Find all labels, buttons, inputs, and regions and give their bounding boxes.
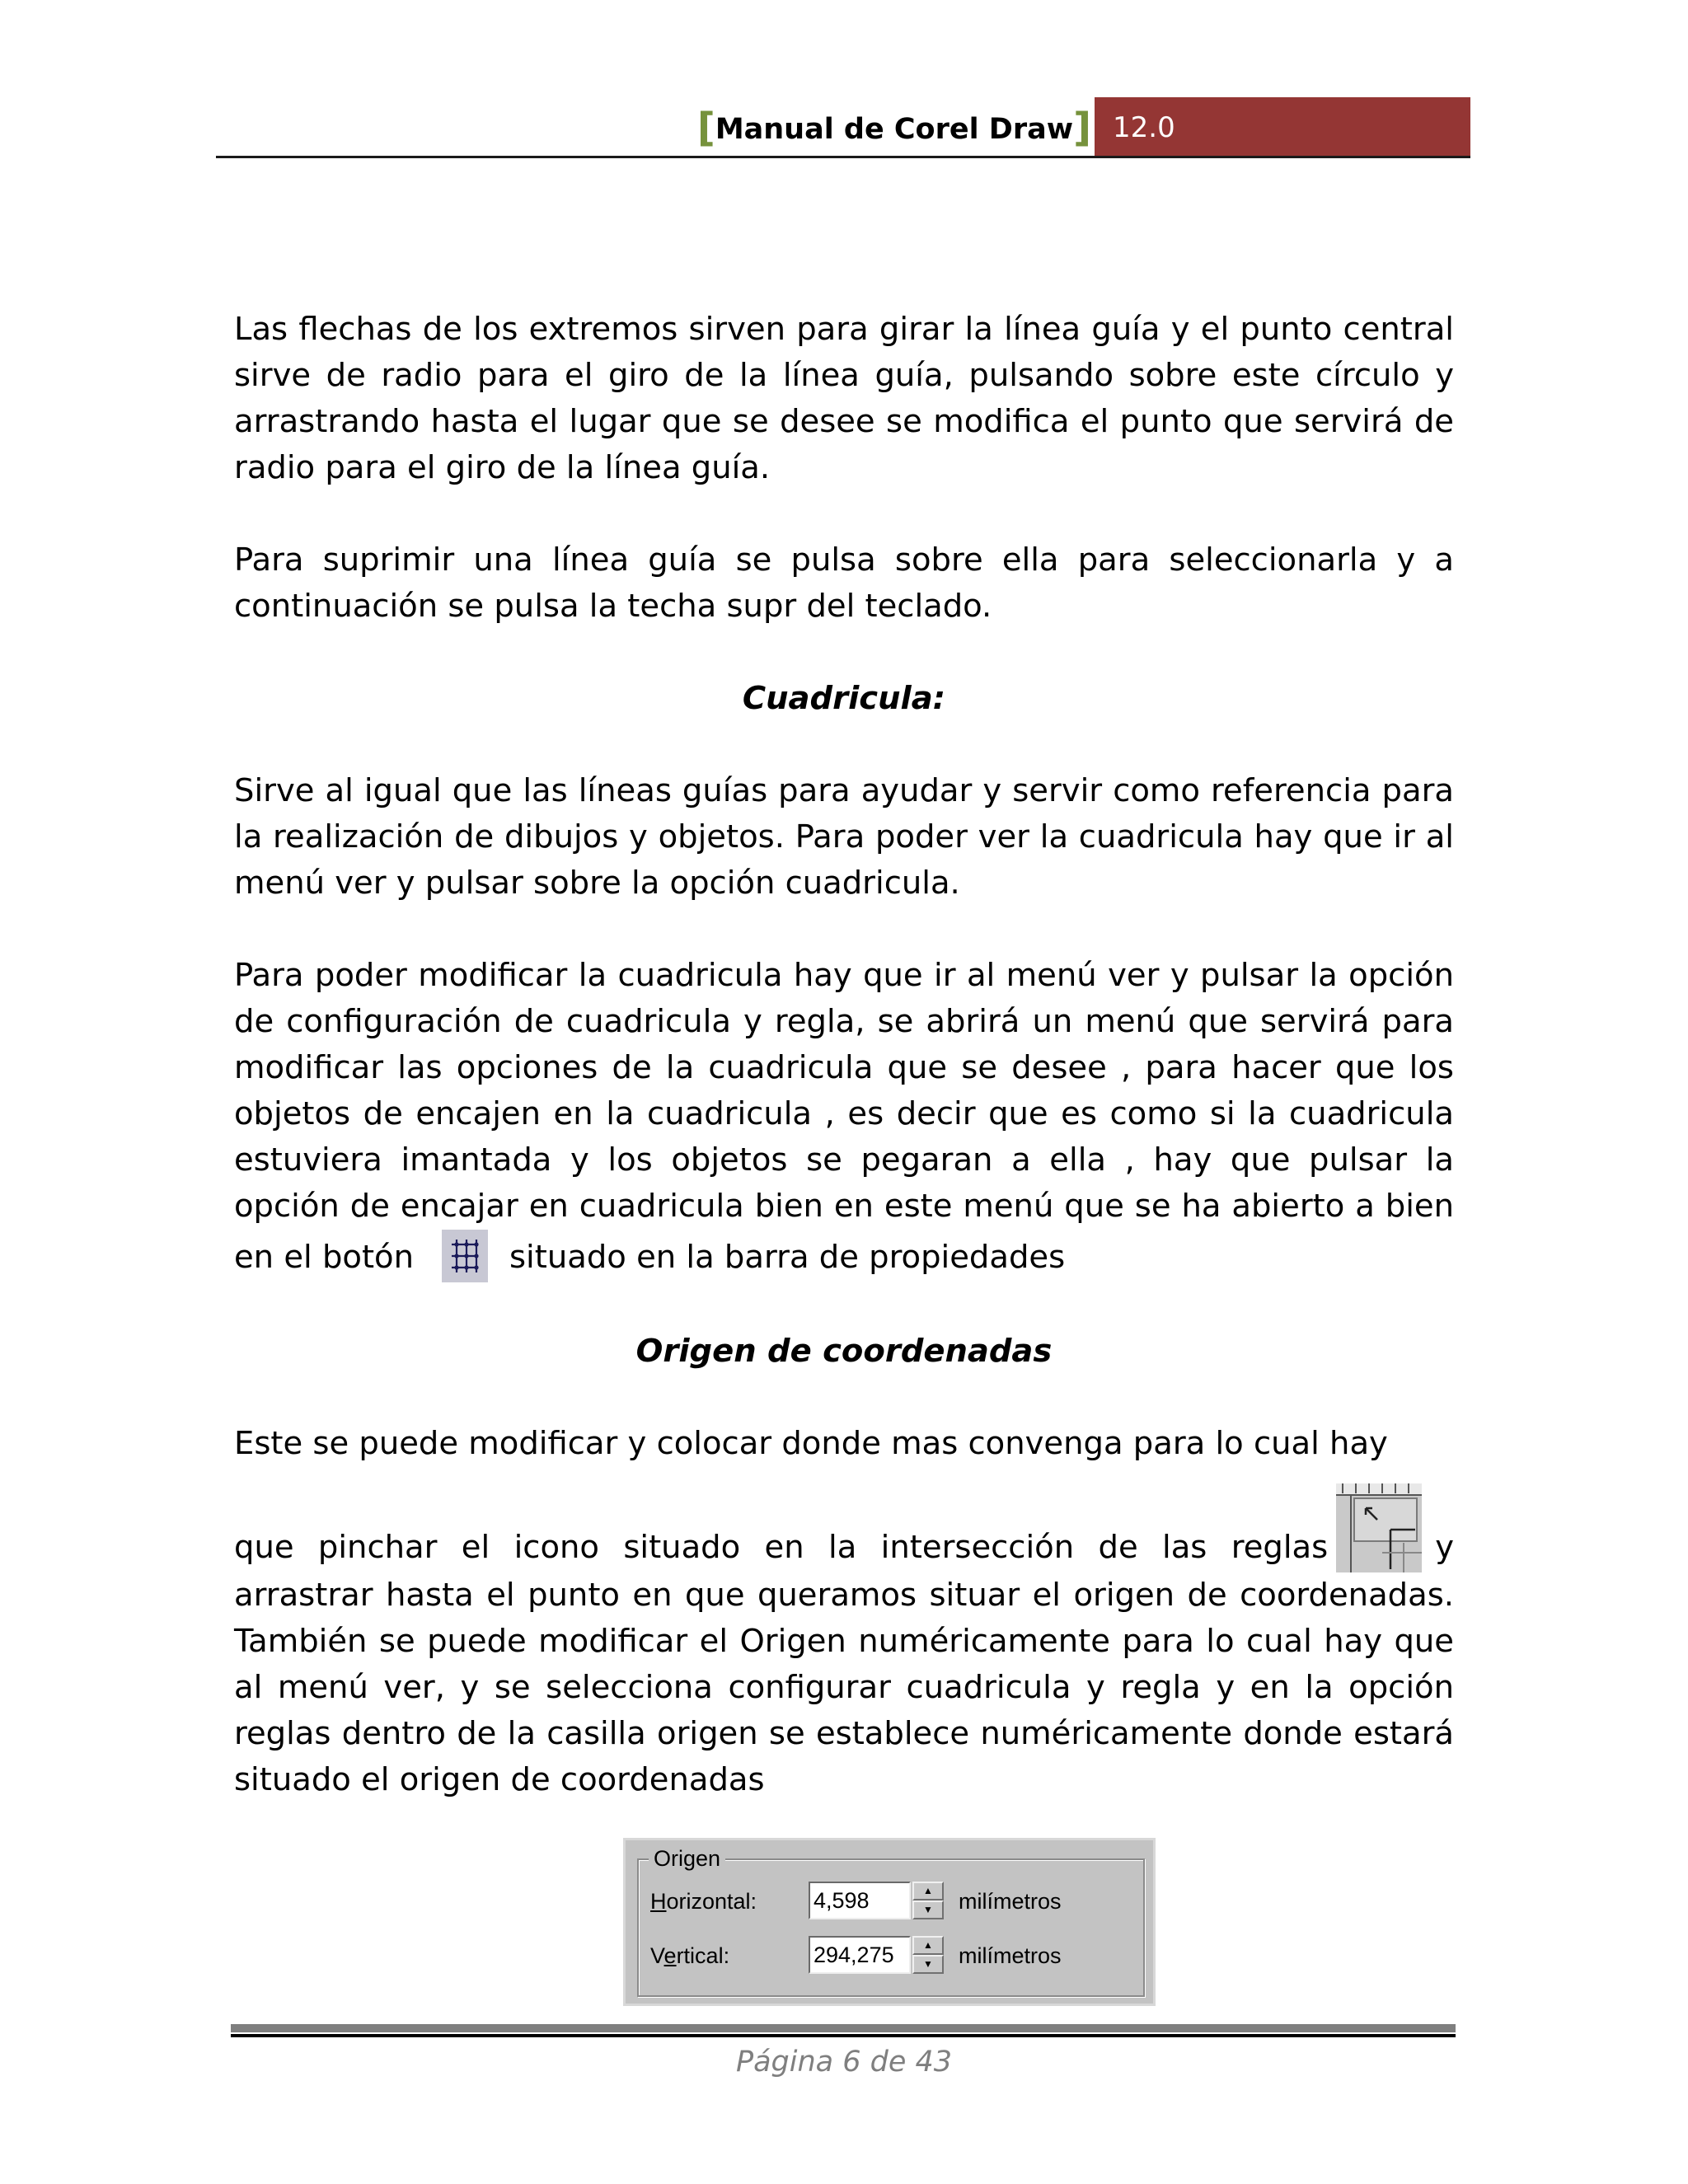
horizontal-label-rest: orizontal: [666,1889,757,1914]
header-title [697,107,1091,150]
paragraph-delete-guide: Para suprimir una línea guía se pulsa sobre ella para seleccionarla y a continuación se pulsa la techa supr del teclado. [234,541,1454,625]
page-header [216,97,1470,158]
header-bracket-close: ] [1073,105,1091,151]
footer-divider-thick [231,2024,1456,2032]
horizontal-label [650,1888,757,1915]
paragraph-origin [234,1483,1454,1803]
paragraph-grid-config-text: Para poder modificar la cuadricula hay que ir al menú ver y pulsar la opción de configuración de cuadricula y regla, se abrirá un menú que servirá para modificar las opciones de la cuadricula que se desee , para hacer que los objetos de encajen en la cuadricula , es decir que es como si la cuadricula estuviera imantada y los objetos se pegaran a ella , hay que pulsar la opción de encajar en cuadricula bien en este menú que se ha abierto a bien en el botón [234,957,1454,1276]
paragraph-origin-line1: Este se puede modificar y colocar donde mas convenga para lo cual hay [234,1425,1388,1462]
page-content [234,307,1454,1849]
origin-groupbox [637,1858,1145,1997]
heading-origen-coordenadas: Origen de coordenadas [635,1333,1053,1370]
vertical-label-rest: rtical: [676,1943,730,1968]
vertical-accel: e [663,1943,677,1968]
horizontal-spinner[interactable] [912,1882,944,1919]
paragraph-origin-text: que pinchar el icono situado en la intersección de las reglas [234,1529,1329,1566]
vertical-label [650,1943,729,1969]
vertical-spin-up-icon[interactable]: ▲ [912,1936,944,1955]
snap-to-grid-icon [442,1230,488,1282]
footer-divider-thin [231,2034,1456,2037]
horizontal-accel: H [650,1889,667,1914]
vertical-value: 294,275 [814,1943,894,1967]
horizontal-input[interactable] [809,1882,911,1919]
paragraph-grid-config-tail: situado en la barra de propiedades [509,1239,1066,1276]
horizontal-value: 4,598 [814,1888,870,1913]
paragraph-guide-rotation: Las flechas de los extremos sirven para girar la línea guía y el punto central sirve de radio para el giro de la línea guía, pulsando sobre este círculo y arrastrando hasta el lugar que se desee se modifica el punto que servirá de radio para el giro de la línea guía. [234,311,1454,486]
version-label: 12.0 [1113,111,1175,144]
paragraph-grid-intro: Sirve al igual que las líneas guías para ayudar y servir como referencia para la realización de dibujos y objetos. Para poder ver la cuadricula hay que ir al menú ver y pulsar sobre la opción cuadricula. [234,772,1454,902]
paragraph-origin-tail: y arrastrar hasta el punto en que queramos situar el origen de coordenadas. También se puede modificar el Origen numéricamente para lo cual hay que al menú ver, y se selecciona configurar cuadricula y regla y en la opción reglas dentro de la casilla origen se establece numéricamente donde estará situado el origen de coordenadas [234,1529,1454,1798]
vertical-input[interactable] [809,1936,911,1974]
horizontal-spin-down-icon[interactable]: ▼ [912,1900,944,1919]
manual-title: Manual de Corel Draw [715,113,1074,146]
origin-dialog-screenshot [623,1838,1156,2006]
origin-group-label: Origen [649,1845,725,1872]
ruler-origin-icon [1336,1483,1422,1572]
paragraph-grid-config [234,953,1454,1282]
heading-cuadricula: Cuadricula: [742,680,946,717]
horizontal-unit: milímetros [959,1889,1062,1914]
vertical-unit: milímetros [959,1943,1062,1968]
vertical-label-pre: V [650,1943,664,1968]
version-badge [1095,97,1470,158]
header-divider [216,156,1470,158]
vertical-spin-down-icon[interactable]: ▼ [912,1955,944,1974]
page-number: Página 6 de 43 [735,2046,953,2079]
horizontal-spin-up-icon[interactable]: ▲ [912,1882,944,1900]
vertical-spinner[interactable] [912,1936,944,1974]
header-bracket-open: [ [696,105,715,151]
